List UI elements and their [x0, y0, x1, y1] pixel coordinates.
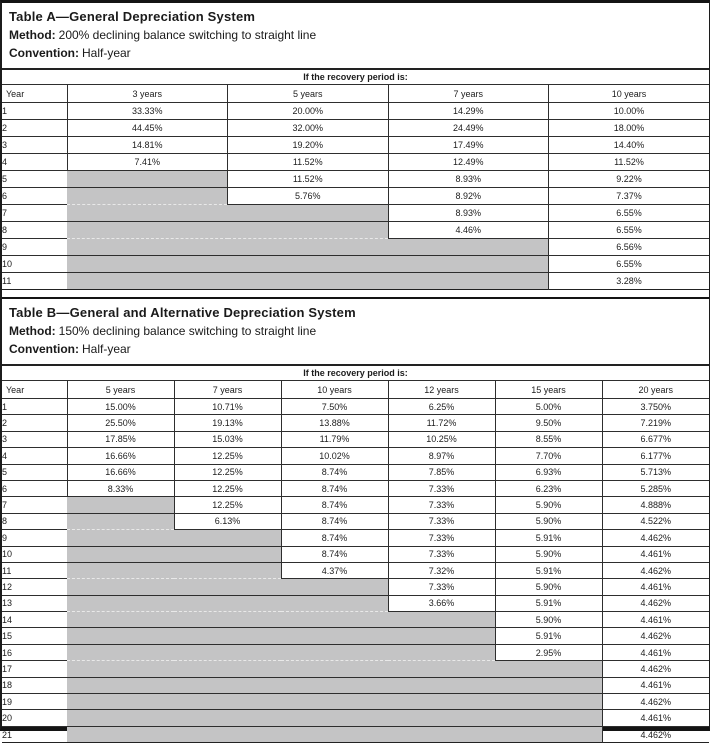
table-row — [2, 497, 709, 513]
rate-cell: 8.93% — [388, 205, 549, 222]
rate-cell: 19.13% — [174, 415, 281, 431]
method-label: Method: — [9, 28, 56, 42]
rate-cell: 3.66% — [388, 595, 495, 611]
shaded-cell — [174, 710, 281, 726]
table-row — [2, 595, 709, 611]
shaded-cell — [281, 694, 388, 710]
rate-cell: 8.55% — [495, 431, 602, 447]
year-cell: 18 — [2, 677, 67, 693]
shaded-cell — [67, 579, 174, 595]
shaded-cell — [67, 546, 174, 562]
table-row — [2, 273, 709, 290]
shaded-cell — [67, 694, 174, 710]
rate-cell: 7.41% — [67, 154, 228, 171]
rate-cell: 16.66% — [67, 464, 174, 480]
shaded-cell — [281, 726, 388, 742]
rate-cell: 13.88% — [281, 415, 388, 431]
shaded-cell — [281, 710, 388, 726]
rate-cell: 4.462% — [602, 562, 709, 578]
shaded-cell — [228, 273, 389, 290]
rate-cell: 8.74% — [281, 480, 388, 496]
shaded-cell — [388, 273, 549, 290]
method-value: 150% declining balance switching to straight line — [58, 324, 317, 338]
rate-cell: 7.33% — [388, 513, 495, 529]
rate-cell: 4.461% — [602, 644, 709, 660]
rate-cell: 14.29% — [388, 103, 549, 120]
rate-cell: 8.74% — [281, 513, 388, 529]
table-a-title: Table A—General Depreciation System — [9, 9, 256, 24]
rate-cell: 16.66% — [67, 448, 174, 464]
rate-cell: 11.52% — [228, 154, 389, 171]
rate-cell: 10.00% — [549, 103, 710, 120]
table-row — [2, 103, 709, 120]
year-cell: 20 — [2, 710, 67, 726]
convention-value: Half-year — [82, 46, 131, 60]
year-column-header: Year — [2, 381, 67, 399]
rate-cell: 7.37% — [549, 188, 710, 205]
convention-label: Convention: — [9, 46, 79, 60]
year-cell: 5 — [2, 464, 67, 480]
rate-cell: 9.50% — [495, 415, 602, 431]
table-row — [2, 239, 709, 256]
shaded-cell — [67, 530, 174, 546]
shaded-cell — [67, 661, 174, 677]
table-b-section — [2, 299, 709, 743]
rate-cell: 7.33% — [388, 480, 495, 496]
method-value: 200% declining balance switching to straight line — [58, 28, 317, 42]
rate-cell: 8.74% — [281, 497, 388, 513]
rate-cell: 6.25% — [388, 399, 495, 415]
rate-cell: 7.85% — [388, 464, 495, 480]
year-cell: 8 — [2, 222, 67, 239]
rate-cell: 5.90% — [495, 513, 602, 529]
rate-cell: 5.90% — [495, 546, 602, 562]
shaded-cell — [174, 694, 281, 710]
table-row — [2, 612, 709, 628]
rate-cell: 5.91% — [495, 562, 602, 578]
shaded-cell — [174, 530, 281, 546]
shaded-cell — [67, 644, 174, 660]
recovery-column-header: 5 years — [67, 381, 174, 399]
rate-cell: 4.461% — [602, 612, 709, 628]
rate-cell: 3.750% — [602, 399, 709, 415]
rate-cell: 7.70% — [495, 448, 602, 464]
year-cell: 6 — [2, 188, 67, 205]
year-cell: 14 — [2, 612, 67, 628]
table-row — [2, 448, 709, 464]
rate-cell: 8.33% — [67, 480, 174, 496]
rate-cell: 4.461% — [602, 677, 709, 693]
rate-cell: 5.00% — [495, 399, 602, 415]
shaded-cell — [174, 562, 281, 578]
rate-cell: 8.74% — [281, 546, 388, 562]
rate-cell: 12.25% — [174, 448, 281, 464]
rate-cell: 5.90% — [495, 497, 602, 513]
rate-cell: 4.522% — [602, 513, 709, 529]
year-cell: 9 — [2, 530, 67, 546]
rate-cell: 6.13% — [174, 513, 281, 529]
rate-cell: 10.71% — [174, 399, 281, 415]
shaded-cell — [281, 628, 388, 644]
rate-cell: 12.25% — [174, 480, 281, 496]
rate-cell: 17.49% — [388, 137, 549, 154]
rate-cell: 5.713% — [602, 464, 709, 480]
rate-cell: 11.52% — [549, 154, 710, 171]
year-column-header: Year — [2, 85, 67, 103]
rate-cell: 14.81% — [67, 137, 228, 154]
shaded-cell — [174, 677, 281, 693]
shaded-cell — [174, 579, 281, 595]
shaded-cell — [281, 595, 388, 611]
year-cell: 9 — [2, 239, 67, 256]
table-row — [2, 726, 709, 742]
recovery-column-header: 20 years — [602, 381, 709, 399]
recovery-column-header: 7 years — [174, 381, 281, 399]
table-row — [2, 661, 709, 677]
rate-cell: 5.76% — [228, 188, 389, 205]
year-cell: 11 — [2, 273, 67, 290]
table-row — [2, 431, 709, 447]
table-row — [2, 399, 709, 415]
recovery-column-header: 5 years — [228, 85, 389, 103]
shaded-cell — [174, 726, 281, 742]
table-a-caption — [2, 3, 709, 68]
rate-cell: 4.46% — [388, 222, 549, 239]
table-row — [2, 562, 709, 578]
table-b-caption — [2, 299, 709, 364]
table-row — [2, 546, 709, 562]
year-cell: 3 — [2, 137, 67, 154]
shaded-cell — [174, 644, 281, 660]
rate-cell: 6.56% — [549, 239, 710, 256]
rate-cell: 8.74% — [281, 464, 388, 480]
rate-cell: 12.25% — [174, 464, 281, 480]
shaded-cell — [388, 644, 495, 660]
shaded-cell — [281, 579, 388, 595]
rate-cell: 7.33% — [388, 579, 495, 595]
shaded-cell — [67, 222, 228, 239]
rate-cell: 6.177% — [602, 448, 709, 464]
rate-cell: 6.55% — [549, 256, 710, 273]
rate-cell: 4.462% — [602, 628, 709, 644]
rate-cell: 6.55% — [549, 205, 710, 222]
rate-cell: 4.462% — [602, 595, 709, 611]
table-row — [2, 256, 709, 273]
shaded-cell — [228, 205, 389, 222]
table-a-section — [2, 3, 709, 290]
year-cell: 5 — [2, 171, 67, 188]
year-cell: 2 — [2, 415, 67, 431]
year-cell: 2 — [2, 120, 67, 137]
shaded-cell — [67, 273, 228, 290]
table-b-title: Table B—General and Alternative Depreciation System — [9, 305, 356, 320]
table-row — [2, 205, 709, 222]
rate-cell: 9.22% — [549, 171, 710, 188]
shaded-cell — [67, 239, 228, 256]
table-b-method-line — [9, 322, 709, 340]
rate-cell: 11.72% — [388, 415, 495, 431]
rate-cell: 8.97% — [388, 448, 495, 464]
rate-cell: 8.93% — [388, 171, 549, 188]
shaded-cell — [67, 205, 228, 222]
table-a-convention-line — [9, 44, 709, 62]
year-cell: 11 — [2, 562, 67, 578]
table-row — [2, 464, 709, 480]
recovery-column-header: 3 years — [67, 85, 228, 103]
shaded-cell — [388, 677, 495, 693]
year-cell: 8 — [2, 513, 67, 529]
convention-label: Convention: — [9, 342, 79, 356]
rate-cell: 4.462% — [602, 530, 709, 546]
rate-cell: 12.25% — [174, 497, 281, 513]
shaded-cell — [281, 612, 388, 628]
rate-cell: 7.50% — [281, 399, 388, 415]
recovery-period-header: If the recovery period is: — [303, 368, 408, 378]
rate-cell: 5.90% — [495, 579, 602, 595]
table-row — [2, 710, 709, 726]
shaded-cell — [228, 239, 389, 256]
table-row — [2, 171, 709, 188]
shaded-cell — [67, 497, 174, 513]
rate-cell: 7.33% — [388, 530, 495, 546]
depreciation-table-b — [2, 364, 709, 743]
table-row — [2, 644, 709, 660]
rate-cell: 44.45% — [67, 120, 228, 137]
recovery-column-header: 10 years — [281, 381, 388, 399]
rate-cell: 6.93% — [495, 464, 602, 480]
shaded-cell — [388, 726, 495, 742]
shaded-cell — [228, 222, 389, 239]
shaded-cell — [67, 256, 228, 273]
shaded-cell — [495, 710, 602, 726]
shaded-cell — [388, 710, 495, 726]
rate-cell: 10.02% — [281, 448, 388, 464]
year-cell: 16 — [2, 644, 67, 660]
shaded-cell — [388, 628, 495, 644]
shaded-cell — [388, 661, 495, 677]
shaded-cell — [174, 661, 281, 677]
year-cell: 13 — [2, 595, 67, 611]
year-cell: 19 — [2, 694, 67, 710]
rate-cell: 6.23% — [495, 480, 602, 496]
rate-cell: 18.00% — [549, 120, 710, 137]
shaded-cell — [281, 644, 388, 660]
table-row — [2, 415, 709, 431]
rate-cell: 17.85% — [67, 431, 174, 447]
shaded-cell — [281, 661, 388, 677]
rate-cell: 5.91% — [495, 595, 602, 611]
shaded-cell — [174, 628, 281, 644]
rate-cell: 15.00% — [67, 399, 174, 415]
rate-cell: 11.52% — [228, 171, 389, 188]
rate-cell: 5.91% — [495, 530, 602, 546]
rate-cell: 2.95% — [495, 644, 602, 660]
rate-cell: 6.677% — [602, 431, 709, 447]
rate-cell: 7.33% — [388, 497, 495, 513]
rate-cell: 10.25% — [388, 431, 495, 447]
rate-cell: 4.888% — [602, 497, 709, 513]
table-b-convention-line — [9, 340, 709, 358]
rate-cell: 4.461% — [602, 579, 709, 595]
shaded-cell — [495, 677, 602, 693]
shaded-cell — [281, 677, 388, 693]
method-label: Method: — [9, 324, 56, 338]
rate-cell: 4.462% — [602, 726, 709, 742]
year-cell: 4 — [2, 154, 67, 171]
rate-cell: 7.33% — [388, 546, 495, 562]
table-row — [2, 628, 709, 644]
rate-cell: 11.79% — [281, 431, 388, 447]
table-row — [2, 480, 709, 496]
shaded-cell — [174, 546, 281, 562]
table-row — [2, 694, 709, 710]
table-row — [2, 154, 709, 171]
rate-cell: 6.55% — [549, 222, 710, 239]
table-row — [2, 677, 709, 693]
rate-cell: 19.20% — [228, 137, 389, 154]
year-cell: 12 — [2, 579, 67, 595]
rate-cell: 32.00% — [228, 120, 389, 137]
table-row — [2, 188, 709, 205]
rate-cell: 24.49% — [388, 120, 549, 137]
shaded-cell — [67, 726, 174, 742]
year-cell: 1 — [2, 103, 67, 120]
recovery-period-header: If the recovery period is: — [303, 72, 408, 82]
shaded-cell — [388, 612, 495, 628]
rate-cell: 3.28% — [549, 273, 710, 290]
recovery-column-header: 7 years — [388, 85, 549, 103]
shaded-cell — [67, 612, 174, 628]
shaded-cell — [67, 710, 174, 726]
rate-cell: 14.40% — [549, 137, 710, 154]
rate-cell: 8.92% — [388, 188, 549, 205]
recovery-column-header: 12 years — [388, 381, 495, 399]
shaded-cell — [388, 694, 495, 710]
rate-cell: 12.49% — [388, 154, 549, 171]
table-row — [2, 120, 709, 137]
year-cell: 3 — [2, 431, 67, 447]
recovery-column-header: 10 years — [549, 85, 710, 103]
shaded-cell — [67, 171, 228, 188]
year-cell: 1 — [2, 399, 67, 415]
shaded-cell — [495, 694, 602, 710]
shaded-cell — [67, 188, 228, 205]
year-cell: 6 — [2, 480, 67, 496]
year-cell: 7 — [2, 497, 67, 513]
rate-cell: 4.461% — [602, 710, 709, 726]
year-cell: 10 — [2, 546, 67, 562]
rate-cell: 5.91% — [495, 628, 602, 644]
table-row — [2, 513, 709, 529]
year-cell: 10 — [2, 256, 67, 273]
year-cell: 4 — [2, 448, 67, 464]
rate-cell: 7.219% — [602, 415, 709, 431]
convention-value: Half-year — [82, 342, 131, 356]
shaded-cell — [174, 612, 281, 628]
rate-cell: 15.03% — [174, 431, 281, 447]
table-row — [2, 530, 709, 546]
rate-cell: 33.33% — [67, 103, 228, 120]
year-cell: 7 — [2, 205, 67, 222]
rate-cell: 25.50% — [67, 415, 174, 431]
shaded-cell — [67, 595, 174, 611]
table-row — [2, 579, 709, 595]
depreciation-table-a — [2, 68, 709, 290]
rate-cell: 20.00% — [228, 103, 389, 120]
shaded-cell — [495, 661, 602, 677]
shaded-cell — [495, 726, 602, 742]
rate-cell: 4.461% — [602, 546, 709, 562]
table-row — [2, 222, 709, 239]
rate-cell: 5.285% — [602, 480, 709, 496]
year-cell: 21 — [2, 726, 67, 742]
year-cell: 17 — [2, 661, 67, 677]
year-cell: 15 — [2, 628, 67, 644]
rate-cell: 7.32% — [388, 562, 495, 578]
shaded-cell — [174, 595, 281, 611]
shaded-cell — [228, 256, 389, 273]
table-a-method-line — [9, 26, 709, 44]
recovery-column-header: 15 years — [495, 381, 602, 399]
rate-cell: 4.462% — [602, 661, 709, 677]
shaded-cell — [67, 677, 174, 693]
rate-cell: 5.90% — [495, 612, 602, 628]
rate-cell: 4.37% — [281, 562, 388, 578]
rate-cell: 4.462% — [602, 694, 709, 710]
shaded-cell — [67, 562, 174, 578]
shaded-cell — [388, 256, 549, 273]
shaded-cell — [67, 513, 174, 529]
shaded-cell — [67, 628, 174, 644]
table-row — [2, 137, 709, 154]
shaded-cell — [388, 239, 549, 256]
rate-cell: 8.74% — [281, 530, 388, 546]
